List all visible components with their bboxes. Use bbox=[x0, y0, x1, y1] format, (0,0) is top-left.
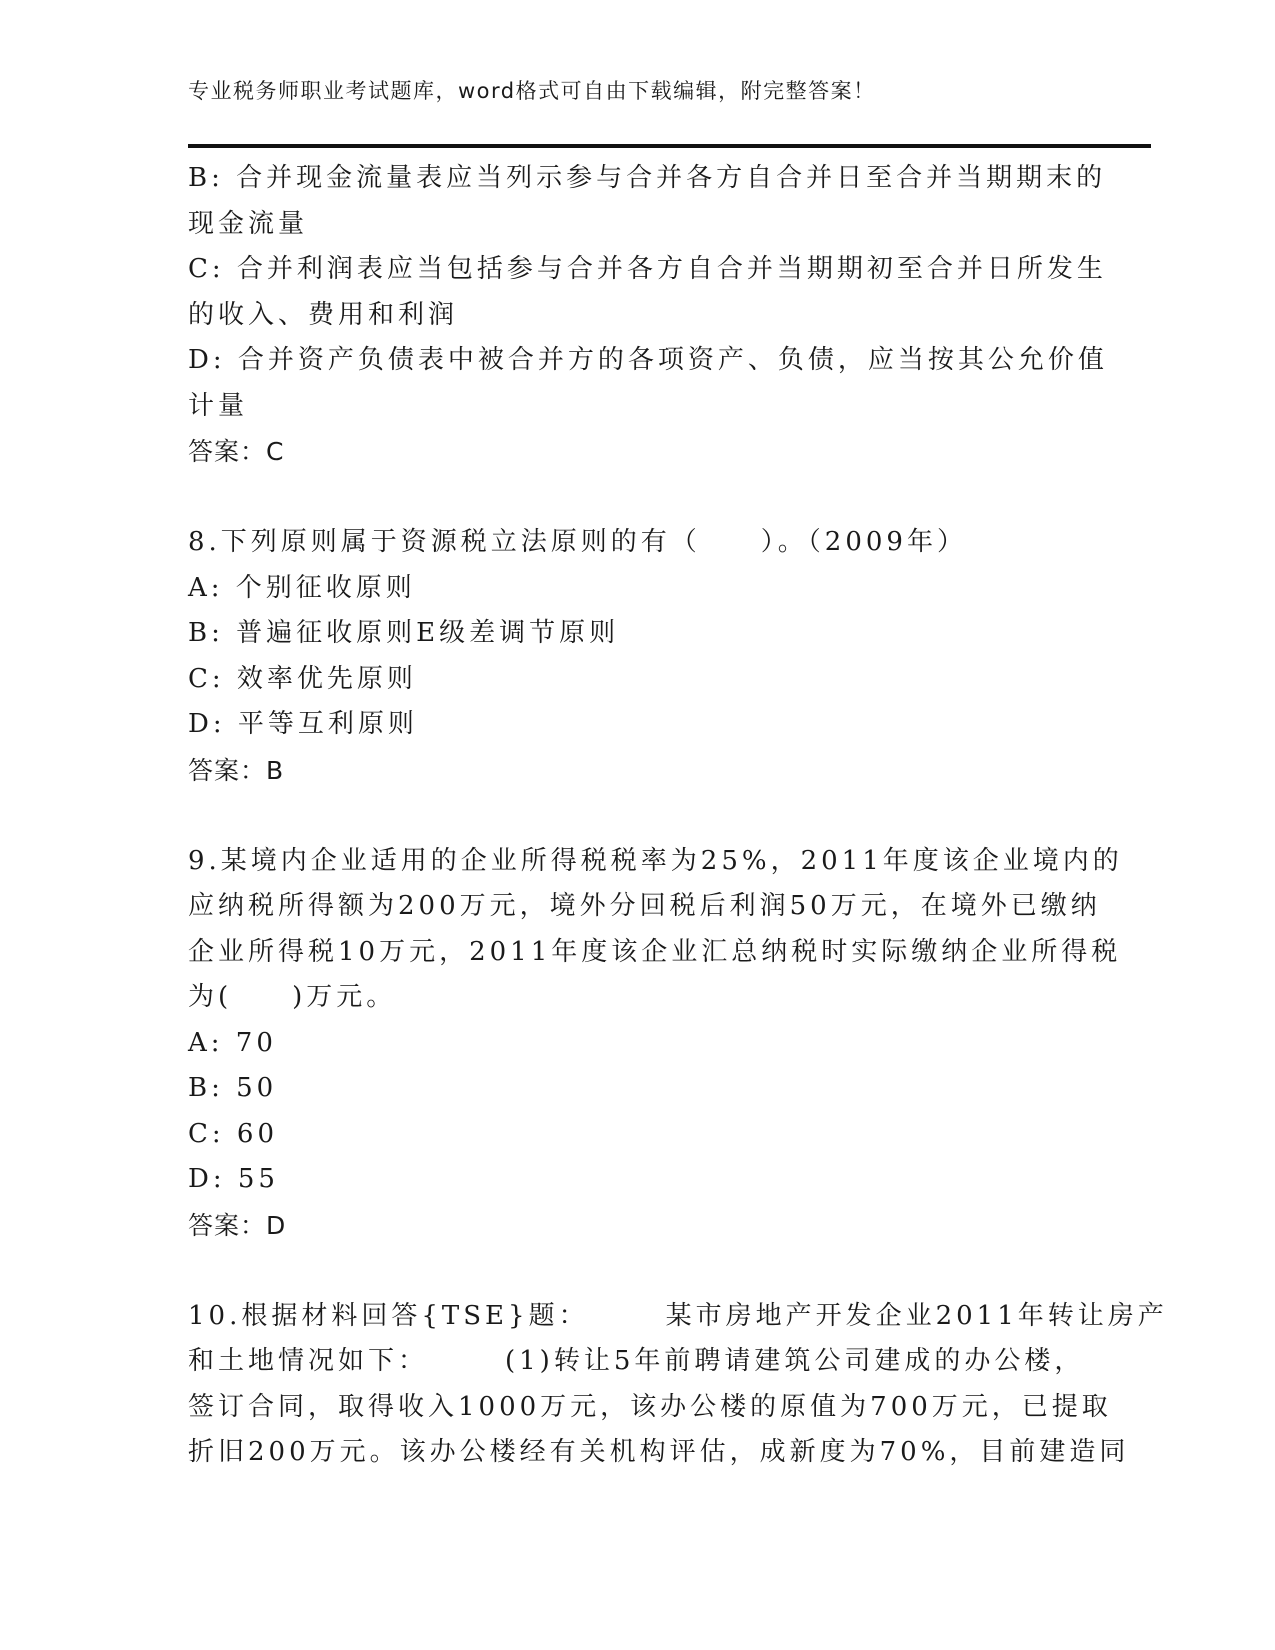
text-line: 应纳税所得额为200万元，境外分回税后利润50万元，在境外已缴纳 bbox=[188, 891, 1101, 921]
text-line: A: 个别征收原则 bbox=[188, 572, 416, 603]
text-line: 签订合同，取得收入1000万元，该办公楼的原值为700万元，已提取 bbox=[188, 1391, 1112, 1422]
header-divider bbox=[188, 144, 1151, 148]
text-line: C: 60 bbox=[188, 1118, 279, 1149]
text-line: 的收入、费用和利润 bbox=[188, 299, 459, 330]
text-line: 9.某境内企业适用的企业所得税税率为25%，2011年度该企业境内的 bbox=[188, 845, 1123, 876]
blank-line bbox=[188, 1248, 1088, 1294]
text-line: D: 平等互利原则 bbox=[188, 709, 418, 739]
text-line: 计量 bbox=[188, 390, 249, 421]
text-line: A: 70 bbox=[188, 1027, 277, 1058]
document-body bbox=[188, 156, 1168, 1476]
answer-line: 答案：B bbox=[188, 755, 285, 785]
text-line: D: 55 bbox=[188, 1164, 279, 1194]
page-header: 专业税务师职业考试题库，word格式可自由下载编辑，附完整答案！ bbox=[188, 79, 876, 103]
answer-line: 答案：C bbox=[188, 437, 285, 466]
text-line: C: 合并利润表应当包括参与合并各方自合并当期期初至合并日所发生 bbox=[188, 254, 1107, 284]
text-line: C: 效率优先原则 bbox=[188, 663, 417, 694]
text-line: B: 50 bbox=[188, 1073, 278, 1103]
text-line: B: 合并现金流量表应当列示参与合并各方自合并日至合并当期期末的 bbox=[188, 163, 1107, 193]
text-line: B: 普遍征收原则E级差调节原则 bbox=[188, 618, 620, 648]
blank-line bbox=[188, 793, 1088, 839]
text-line: 企业所得税10万元，2011年度该企业汇总纳税时实际缴纳企业所得税 bbox=[188, 936, 1122, 967]
text-line: 现金流量 bbox=[188, 208, 309, 239]
text-line: 和土地情况如下： (1)转让5年前聘请建筑公司建成的办公楼， bbox=[188, 1346, 1085, 1376]
text-line: 10.根据材料回答{TSE}题： 某市房地产开发企业2011年转让房产 bbox=[188, 1300, 1168, 1331]
text-line: 为( )万元。 bbox=[188, 982, 397, 1012]
text-line: 8.下列原则属于资源税立法原则的有（ ）。（2009年） bbox=[188, 527, 967, 557]
blank-line bbox=[188, 475, 1088, 521]
text-line: D: 合并资产负债表中被合并方的各项资产、负债，应当按其公允价值 bbox=[188, 345, 1108, 375]
text-line: 折旧200万元。该办公楼经有关机构评估，成新度为70%，目前建造同 bbox=[188, 1437, 1130, 1467]
answer-line: 答案：D bbox=[188, 1210, 287, 1240]
